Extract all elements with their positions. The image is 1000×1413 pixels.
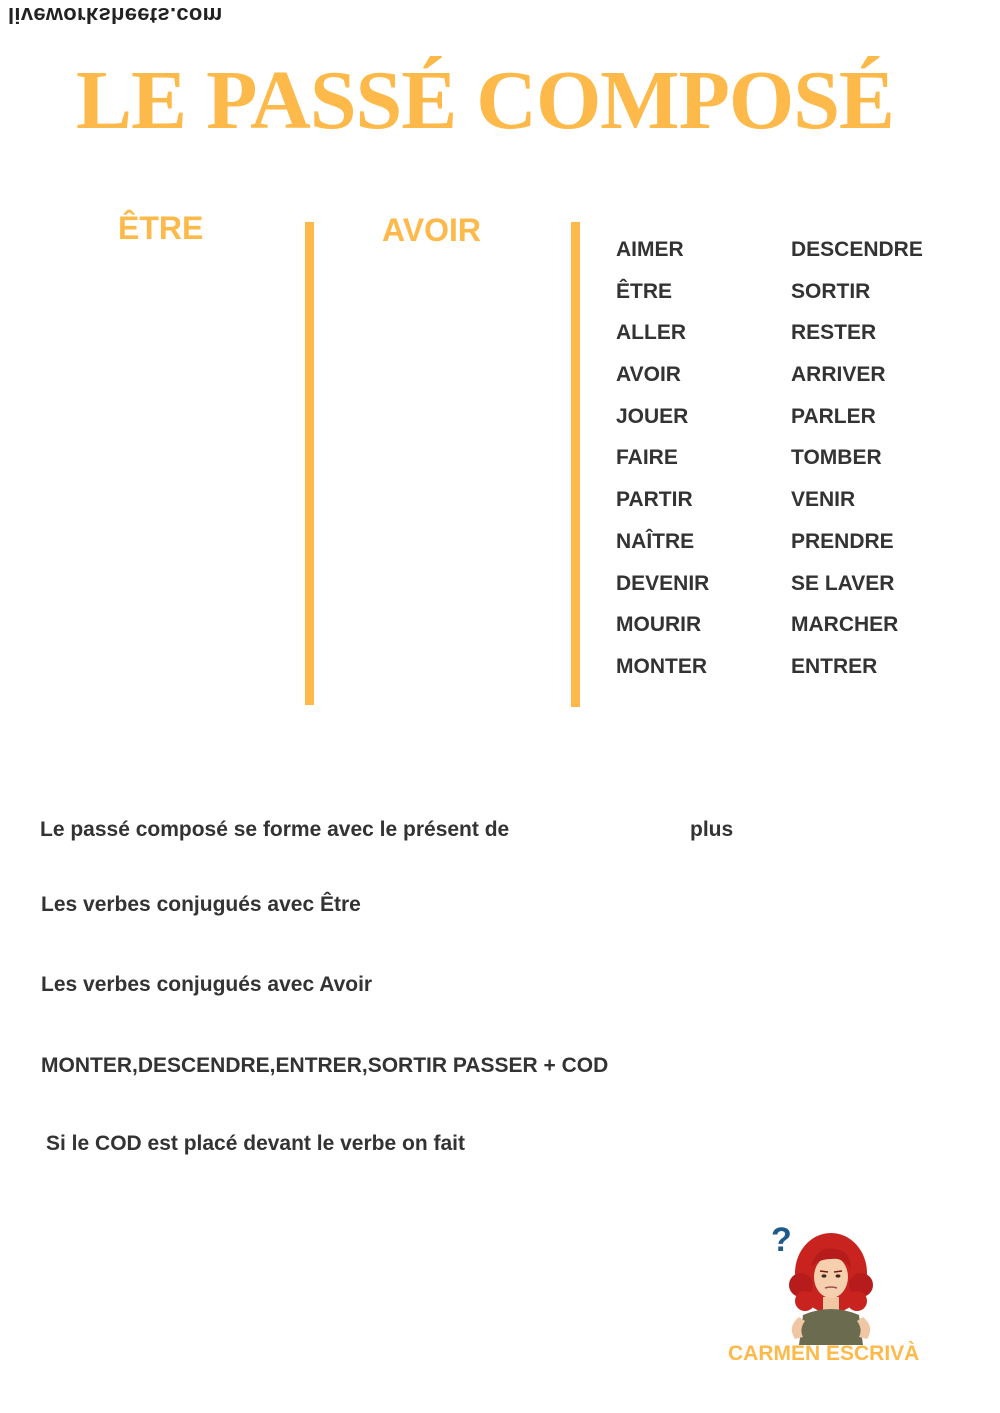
verb-item[interactable]: DEVENIR xyxy=(616,571,710,595)
etre-verbs-rule: Les verbes conjugués avec Être xyxy=(41,893,361,916)
verb-item[interactable]: RESTER xyxy=(791,321,877,345)
verb-item[interactable]: FAIRE xyxy=(616,446,678,470)
avoir-verbs-rule: Les verbes conjugués avec Avoir xyxy=(41,973,373,996)
etre-column-heading: ÊTRE xyxy=(118,210,204,246)
avoir-column-heading: AVOIR xyxy=(382,212,481,248)
verb-item[interactable]: ALLER xyxy=(616,321,686,345)
verb-item[interactable]: NAÎTRE xyxy=(616,529,695,553)
verb-item[interactable]: MONTER xyxy=(616,654,707,678)
watermark: liveworksheets.com xyxy=(8,3,223,28)
verb-item[interactable]: PARTIR xyxy=(616,488,693,512)
verb-list-left xyxy=(616,236,709,695)
author-avatar xyxy=(765,1215,885,1345)
verb-item[interactable]: MARCHER xyxy=(791,613,899,637)
verb-item[interactable]: VENIR xyxy=(791,488,856,512)
verb-item[interactable]: AIMER xyxy=(616,238,684,261)
verb-item[interactable]: PRENDRE xyxy=(791,529,894,553)
column-divider xyxy=(571,222,580,707)
verb-item[interactable]: JOUER xyxy=(616,404,689,428)
verb-item[interactable]: ARRIVER xyxy=(791,363,886,387)
verb-item[interactable]: ÊTRE xyxy=(616,279,673,303)
special-verbs-rule: MONTER,DESCENDRE,ENTRER,SORTIR PASSER + COD xyxy=(41,1054,609,1077)
author-name: CARMEN ESCRIVÀ xyxy=(728,1342,920,1365)
verb-item[interactable]: PARLER xyxy=(791,404,876,428)
verb-item[interactable]: MOURIR xyxy=(616,613,702,637)
verb-list-right xyxy=(791,236,923,695)
cod-rule: Si le COD est placé devant le verbe on fait xyxy=(46,1132,465,1155)
verb-item[interactable]: TOMBER xyxy=(791,446,882,470)
formation-rule-plus: plus xyxy=(690,818,734,841)
page-title: LE PASSÉ COMPOSÉ xyxy=(76,54,894,147)
verb-item[interactable]: AVOIR xyxy=(616,363,681,387)
formation-rule: Le passé composé se forme avec le présent de xyxy=(40,818,510,841)
question-mark-icon: ? xyxy=(771,1221,792,1259)
verb-item[interactable]: SE LAVER xyxy=(791,571,895,595)
verb-item[interactable]: SORTIR xyxy=(791,279,871,303)
verb-item[interactable]: ENTRER xyxy=(791,654,878,678)
column-divider xyxy=(305,222,314,705)
verb-item[interactable]: DESCENDRE xyxy=(791,238,923,261)
